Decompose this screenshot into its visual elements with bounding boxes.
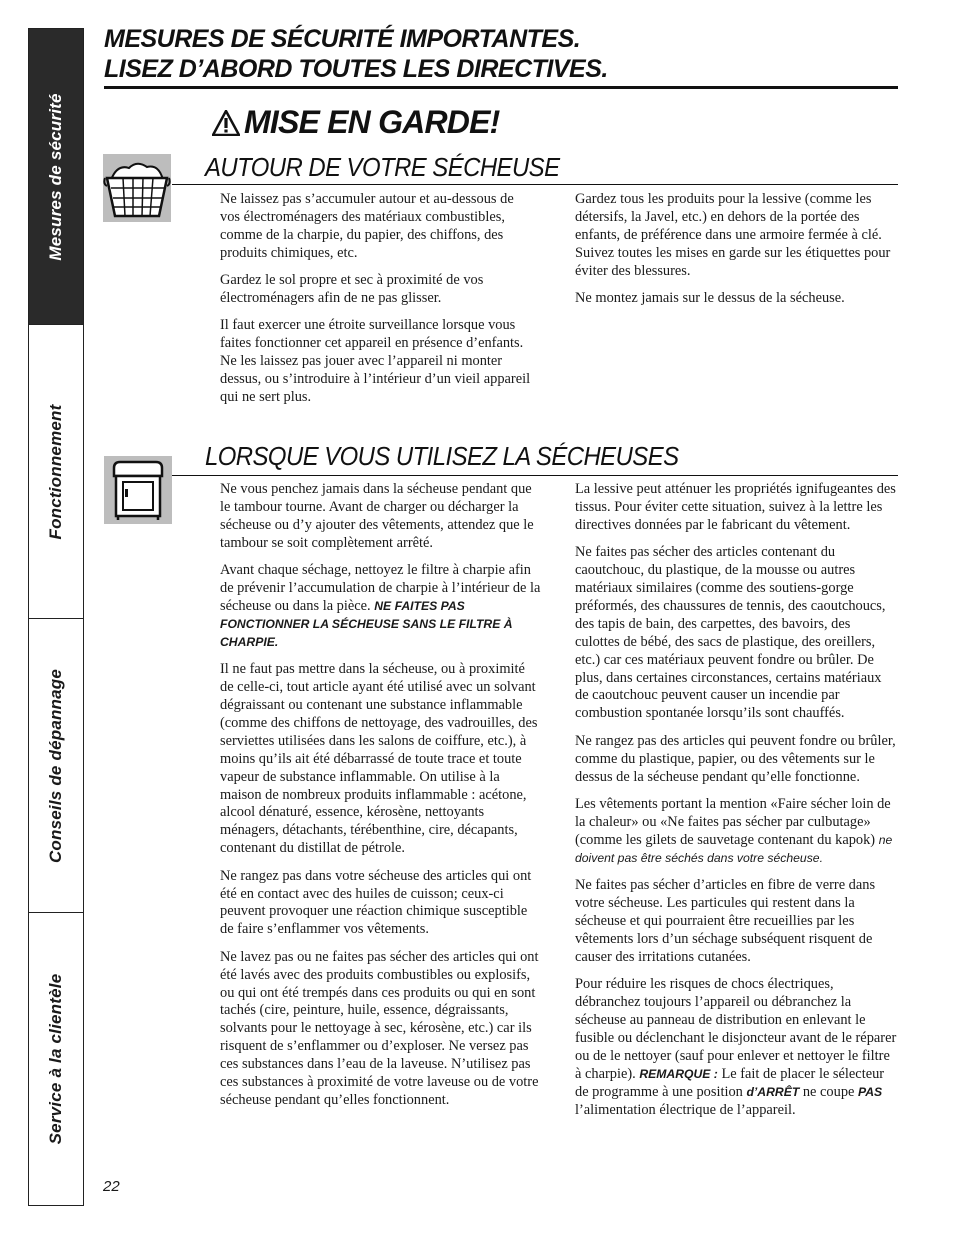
emphasis-text: NE FAITES PAS FONCTIONNER LA SÉCHEUSE SANS LE FILTRE À CHARPIE. bbox=[220, 598, 513, 649]
paragraph: Ne lavez pas ou ne faites pas sécher des articles qui ont été lavés avec des produits combustibles ou explosifs, ou qui ont été trempés dans ces produits ou qui en sont tachés (cire, peinture, huile, essence, dégraissants, solvants pour le nettoyage à sec, kérosène, etc.) car ils risquent de s’enflammer ou d’exploser. Ne versez pas ces substances dans l’eau de la laveuse. N’utilisez pas ces substances à proximité de votre laveuse ou de votre sécheuse pendant qu’elles fonctionnent. bbox=[220, 948, 539, 1108]
paragraph: Ne faites pas sécher des articles contenant du caoutchouc, du plastique, de la mousse ou autres matériaux similaires (comme des soutiens-gorge préformés, des chaussures de tennis, des caoutchoucs, des tapis de bain, des carpettes, des bavoirs, des culottes de bébé, des sacs de plastique, des oreillers, etc.) car ces matériaux peuvent fondre ou brûler. De plus, dans certaines circonstances, certains matériaux de caoutchouc peuvent causer un incendie par combustion spontanée lorsqu’ils sont chauffés. bbox=[575, 544, 886, 722]
paragraph-text: Les vêtements portant la mention «Faire sécher loin de la chaleur» ou «Ne faites pas sécher par culbutage» (comme les gilets de sauvetage contenant du kapok) bbox=[575, 796, 891, 848]
section1-right-column bbox=[575, 191, 893, 317]
title-rule bbox=[104, 86, 898, 89]
emphasis-text: ne doivent pas être séchés dans votre sécheuse. bbox=[575, 832, 893, 865]
paragraph-text: l’alimentation électrique de l’appareil. bbox=[575, 1101, 796, 1118]
paragraph: Gardez tous les produits pour la lessive (comme les détersifs, la Javel, etc.) en dehors de la portée des enfants, de préférence dans une armoire fermée à clé. Suivez toutes les mises en garde sur les étiquettes pour éviter des blessures. bbox=[575, 191, 891, 279]
paragraph: Il ne faut pas mettre dans la sécheuse, ou à proximité de celle-ci, tout article ayant été utilisé avec un solvant dégraissant ou contenant une substance inflammable (comme des chiffons de nettoyage, des vadrouilles, des serviettes utilisées dans les salons de coiffure, etc.), à moins qu’ils ait été débarrassé de toute trace et toute vapeur de substance inflammable. On utilise à la maison de nombreux produits inflammable : acétone, alcool dénaturé, essence, kérosène, nettoyants ménagers, détachants, térébenthine, cire, décapants, contenant du distillat de pétrole. bbox=[220, 661, 538, 857]
paragraph: Ne rangez pas des articles qui peuvent fondre ou brûler, comme du plastique, papier, ou des vêtements sur le dessus de la sécheuse pendant qu’elle fonctionne. bbox=[575, 732, 896, 785]
laundry-basket-icon bbox=[103, 154, 171, 222]
section2-left-column bbox=[220, 481, 542, 1119]
paragraph: Ne laissez pas s’accumuler autour et au-dessous de vos électroménagers des matériaux combustibles, comme de la charpie, du papier, des chiffons, des produits chimiques, etc. bbox=[220, 191, 514, 261]
section-rule bbox=[172, 184, 898, 185]
section-title: AUTOUR DE VOTRE SÉCHEUSE bbox=[205, 152, 560, 182]
emphasis-text: PAS bbox=[858, 1084, 883, 1099]
section1-left-column bbox=[220, 191, 532, 416]
page-number: 22 bbox=[103, 1178, 120, 1195]
paragraph: La lessive peut atténuer les propriétés ignifugeantes des tissus. Pour éviter cette situation, suivez à la lettre les directives données par le fabricant du vêtement. bbox=[575, 481, 896, 533]
tab-service-a-la-clientele[interactable] bbox=[29, 913, 83, 1205]
paragraph: Il faut exercer une étroite surveillance lorsque vous faites fonctionner cet appareil en présence d’enfants. Ne les laissez pas jouer avec l’appareil ni monter dessus, ou s’introduire à l’intérieur d’un vieil appareil qui ne sert plus. bbox=[220, 317, 531, 406]
tab-label: Service à la clientèle bbox=[46, 973, 65, 1145]
paragraph-text: Pour réduire les risques de chocs électriques, débranchez toujours l’appareil ou débranchez la sécheuse au panneau de distribution en enlevant le fusible ou déclenchant le disjoncteur avant de le réparer ou de le nettoyer (sauf pour enlever et nettoyer le filtre à charpie). bbox=[575, 976, 897, 1082]
paragraph: Ne montez jamais sur le dessus de la sécheuse. bbox=[575, 290, 845, 307]
paragraph: Ne rangez pas dans votre sécheuse des articles qui ont été en contact avec des huiles de cuisson; ceux-ci peuvent provoquer une réaction chimique susceptible de faire s’enflammer vos vêtements. bbox=[220, 867, 532, 938]
tab-label: Fonctionnement bbox=[46, 403, 65, 540]
tab-conseils-de-depannage[interactable] bbox=[29, 619, 83, 913]
warning-triangle-icon bbox=[212, 110, 240, 136]
paragraph bbox=[575, 976, 897, 1119]
paragraph: Ne faites pas sécher d’articles en fibre de verre dans votre sécheuse. Les particules qui restent dans la sécheuse et qui pourraient être recueillies par les vêtements lors d’un séchage subséquent risquent de causer des irritations cutanées. bbox=[575, 877, 876, 965]
paragraph: Gardez le sol propre et sec à proximité de vos électroménagers afin de ne pas glisser. bbox=[220, 272, 484, 307]
paragraph bbox=[575, 796, 897, 868]
warning-text: MISE EN GARDE! bbox=[244, 104, 500, 140]
section-title: LORSQUE VOUS UTILISEZ LA SÉCHEUSES bbox=[205, 441, 679, 471]
paragraph-text: Le fait de placer le sélecteur de programme à une position bbox=[575, 1065, 885, 1100]
title-line-1: MESURES DE SÉCURITÉ IMPORTANTES. bbox=[104, 25, 581, 53]
title-line-2: LISEZ D’ABORD TOUTES LES DIRECTIVES. bbox=[104, 55, 608, 83]
tab-label: Conseils de dépannage bbox=[46, 668, 65, 863]
remark-label: REMARQUE : bbox=[639, 1066, 718, 1081]
warning-heading bbox=[212, 104, 500, 141]
dryer-icon bbox=[104, 456, 172, 524]
tab-fonctionnement[interactable] bbox=[29, 325, 83, 619]
paragraph bbox=[220, 562, 542, 652]
paragraph: Ne vous penchez jamais dans la sécheuse pendant que le tambour tourne. Avant de charger ou décharger la sécheuse ou d’y ajouter des vêtements, attendez que le tambour se soit complètement arrêté. bbox=[220, 481, 534, 551]
tab-mesures-de-securite[interactable] bbox=[29, 29, 83, 325]
paragraph-text: Avant chaque séchage, nettoyez le filtre à charpie afin de prévenir l’accumulation de charpie à l’intérieur de la sécheuse ou dans la pièce. bbox=[220, 562, 541, 614]
section-rule bbox=[172, 475, 898, 476]
section2-right-column bbox=[575, 481, 897, 1129]
side-tabs bbox=[28, 28, 84, 1206]
tab-label: Mesures de sécurité bbox=[46, 92, 65, 261]
paragraph-text: ne coupe bbox=[799, 1083, 859, 1100]
page-title bbox=[104, 24, 608, 84]
emphasis-text: d’ARRÊT bbox=[746, 1084, 800, 1099]
